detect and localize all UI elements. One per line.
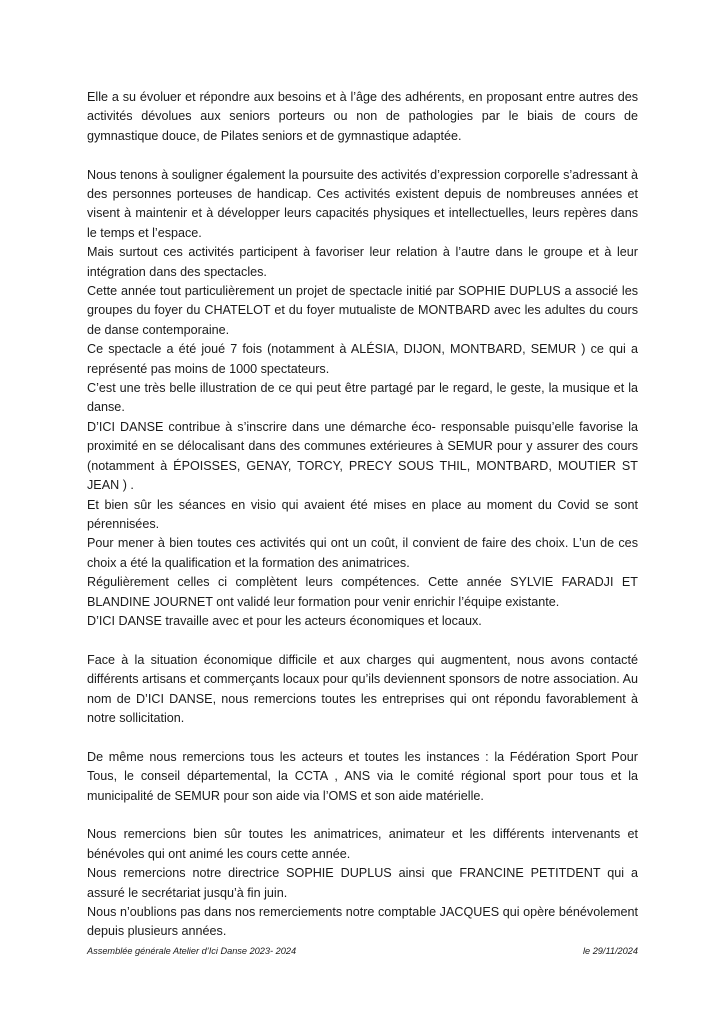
paragraph-handicap: Nous tenons à souligner également la poursuite des activités d’expression corporelle s’adressant à des personnes porteuses de handicap. Ces activités existent depuis de nombreuses années et visent à maintenir et à développer leurs capacités physiques et intellectuelles, leurs repères dans le temps et l’espace.: [87, 167, 638, 240]
paragraph-thanks-animators: Nous remercions bien sûr toutes les animatrices, animateur et les différents intervenants et bénévoles qui ont animé les cours cette année.: [87, 827, 638, 861]
paragraph-relation: Mais surtout ces activités participent à favoriser leur relation à l’autre dans le groupe et à leur intégration dans des spectacles.: [87, 245, 638, 279]
paragraph-spectacle-performances: Ce spectacle a été joué 7 fois (notamment à ALÉSIA, DIJON, MONTBARD, SEMUR ) ce qui a représenté pas moins de 1000 spectateurs.: [87, 342, 638, 376]
footer-date: le 29/11/2024: [582, 946, 638, 956]
document-body: [87, 88, 638, 942]
paragraph-spectacle-project: Cette année tout particulièrement un projet de spectacle initié par SOPHIE DUPLUS a associé les groupes du foyer du CHATELOT et du foyer mutualiste de MONTBARD avec les adultes du cours de danse contemporaine.: [87, 284, 638, 337]
paragraph-training: Régulièrement celles ci complètent leurs compétences. Cette année SYLVIE FARADJI ET BLANDINE JOURNET ont validé leur formation pour venir enrichir l’équipe existante.: [87, 575, 638, 609]
paragraph-illustration: C’est une très belle illustration de ce qui peut être partagé par le regard, le geste, la musique et la danse.: [87, 381, 638, 415]
paragraph-thanks-accountant: Nous n’oublions pas dans nos remerciements notre comptable JACQUES qui opère bénévolement depuis plusieurs années.: [87, 905, 638, 939]
paragraph-seniors: Elle a su évoluer et répondre aux besoins et à l’âge des adhérents, en proposant entre autres des activités dévolues aux seniors porteurs ou non de pathologies par le biais de cours de gymnastique douce, de Pilates seniors et de gymnastique adaptée.: [87, 90, 638, 143]
paragraph-institutions: De même nous remercions tous les acteurs et toutes les instances : la Fédération Sport Pour Tous, le conseil départemental, la CCTA , ANS via le comité régional sport pour tous et la municipalité de SEMUR pour son aide via l’OMS et son aide matérielle.: [87, 749, 638, 803]
paragraph-visio: Et bien sûr les séances en visio qui avaient été mises en place au moment du Covid se sont pérennisées.: [87, 497, 638, 531]
paragraph-thanks-director: Nous remercions notre directrice SOPHIE DUPLUS ainsi que FRANCINE PETITDENT qui a assuré le secrétariat jusqu’à fin juin.: [87, 866, 638, 900]
paragraph-eco-responsible: D’ICI DANSE contribue à s’inscrire dans une démarche éco- responsable puisqu’elle favorise la proximité en se délocalisant dans des communes extérieures à SEMUR pour y assurer des cours (notamment à ÉPOISSES, GENAY, TORCY, PRECY SOUS THIL, MONTBARD, MOUTIER ST JEAN ) .: [87, 419, 638, 493]
footer-title: Assemblée générale Atelier d’Ici Danse 2023- 2024: [87, 946, 297, 956]
paragraph-gap: [87, 631, 638, 650]
paragraph-gap: [87, 146, 638, 165]
paragraph-local-actors: D’ICI DANSE travaille avec et pour les acteurs économiques et locaux.: [87, 613, 482, 628]
paragraph-choices: Pour mener à bien toutes ces activités qui ont un coût, il convient de faire des choix. L’un de ces choix a été la qualification et la formation des animatrices.: [87, 536, 638, 570]
page-footer: [87, 946, 638, 956]
paragraph-gap: [87, 806, 638, 825]
paragraph-gap: [87, 728, 638, 747]
paragraph-sponsors: Face à la situation économique difficile et aux charges qui augmentent, nous avons contacté différents artisans et commerçants locaux pour qu’ils deviennent sponsors de notre association. Au nom de D’ICI DANSE, nous remercions toutes les entreprises qui ont répondu favorablement à notre sollicitation.: [87, 652, 638, 725]
